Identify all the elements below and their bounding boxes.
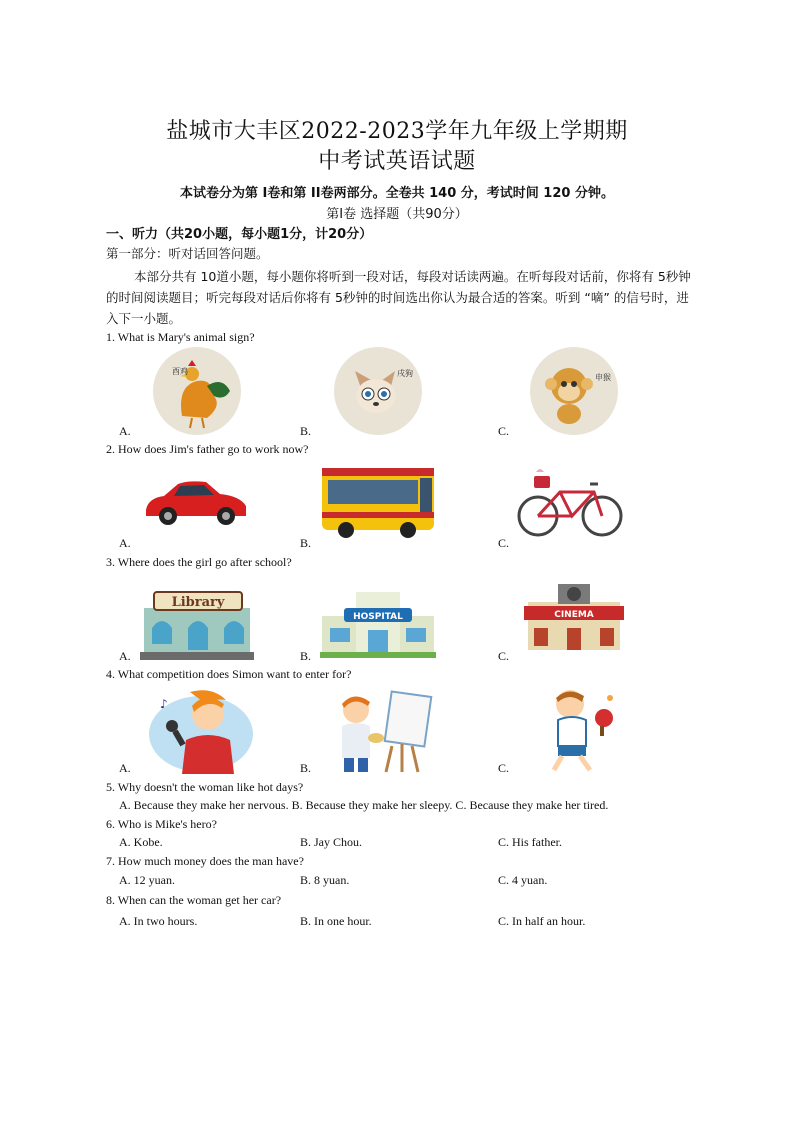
title-line-2: 中考试英语试题 <box>318 149 476 174</box>
exam-info: 本试卷分为第 I卷和第 II卷两部分。全卷共 140 分，考试时间 120 分钟。 <box>180 186 614 201</box>
q3-option-a: A. <box>119 649 131 663</box>
cinema-sign: CINEMA <box>554 610 594 620</box>
svg-text:♪: ♪ <box>160 697 168 711</box>
q8-option-c: C. In half an hour. <box>498 914 586 928</box>
red-car-image <box>140 474 252 532</box>
ping-pong-boy-image <box>536 684 622 774</box>
q3-option-b: B. <box>300 649 312 663</box>
dog-zodiac-image <box>333 346 423 436</box>
monkey-label: 申猴 <box>595 373 611 382</box>
q2-option-a: A. <box>119 536 131 550</box>
q6-option-a: A. Kobe. <box>119 835 163 849</box>
library-image <box>140 584 254 660</box>
library-sign: Library <box>171 595 225 610</box>
q4-option-c: C. <box>498 761 510 775</box>
title-line-1: 盐城市大丰区2022-2023学年九年级上学期期 <box>166 119 628 144</box>
q8-option-a: A. In two hours. <box>119 914 198 928</box>
q2-option-b: B. <box>300 536 312 550</box>
q6-option-b: B. Jay Chou. <box>300 835 363 849</box>
bicycle-image <box>514 466 626 538</box>
painting-boy-image <box>326 686 436 774</box>
question-2: 2. How does Jim's father go to work now? <box>106 442 309 456</box>
rooster-label: 酉鸡 <box>172 367 188 376</box>
part-title: 第一部分：听对话回答问题。 <box>106 246 269 261</box>
question-7: 7. How much money does the man have? <box>106 854 304 868</box>
q1-option-a: A. <box>119 424 131 438</box>
question-3: 3. Where does the girl go after school? <box>106 555 292 569</box>
question-1: 1. What is Mary's animal sign? <box>106 330 255 344</box>
question-5: 5. Why doesn't the woman like hot days? <box>106 780 304 794</box>
q1-option-b: B. <box>300 424 312 438</box>
q5-options: A. Because they make her nervous. B. Because they make her sleepy. C. Because they make her tired. <box>119 798 609 812</box>
q7-option-b: B. 8 yuan. <box>300 873 350 887</box>
q1-option-c: C. <box>498 424 510 438</box>
question-4: 4. What competition does Simon want to enter for? <box>106 667 352 681</box>
singing-boy-image <box>146 686 256 774</box>
hospital-image <box>320 586 436 658</box>
q8-option-b: B. In one hour. <box>300 914 372 928</box>
q7-option-a: A. 12 yuan. <box>119 873 175 887</box>
question-8: 8. When can the woman get her car? <box>106 893 282 907</box>
q6-option-c: C. His father. <box>498 835 562 849</box>
question-6: 6. Who is Mike's hero? <box>106 817 217 831</box>
section-heading: 一、听力（共20小题，每小题1分，计20分） <box>106 227 373 242</box>
q3-option-c: C. <box>498 649 510 663</box>
q4-option-a: A. <box>119 761 131 775</box>
volume-title: 第I卷 选择题（共90分） <box>326 207 468 222</box>
bus-image <box>320 462 436 542</box>
q2-option-c: C. <box>498 536 510 550</box>
cinema-image <box>522 580 626 656</box>
q7-option-c: C. 4 yuan. <box>498 873 548 887</box>
rooster-zodiac-image <box>152 346 242 436</box>
dog-label: 戌狗 <box>397 369 413 378</box>
monkey-zodiac-image <box>529 346 619 436</box>
instructions: 本部分共有 10道小题，每小题你将听到一段对话，每段对话读两遍。在听每段对话前，你将有 5秒钟的时间阅读题目；听完每段对话后你将有 5秒钟的时间选出你认为最合适的答案。听到 “嘀” 的信号时，进入下一小题。 <box>106 269 691 326</box>
q4-option-b: B. <box>300 761 312 775</box>
hospital-sign: HOSPITAL <box>353 612 403 622</box>
